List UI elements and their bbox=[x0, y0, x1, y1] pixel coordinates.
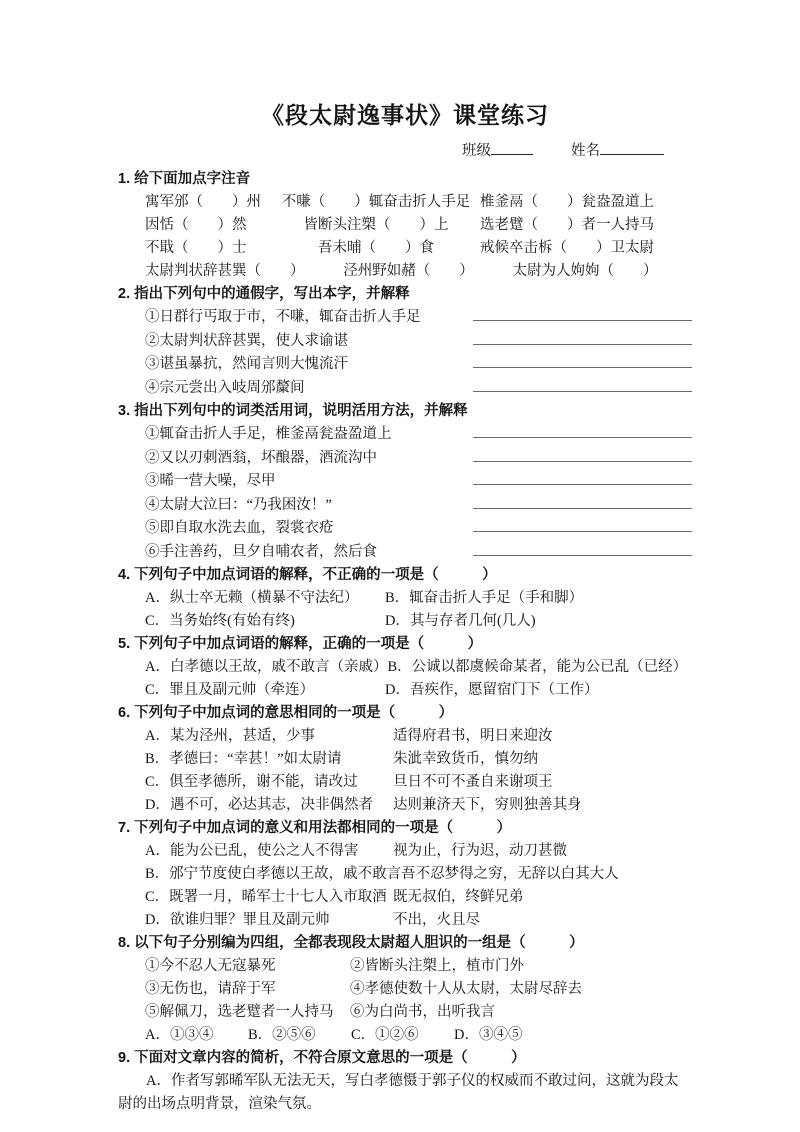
q3-item-text: ①辄奋击折人手足，椎釜鬲瓮盎盈道上 bbox=[145, 426, 392, 442]
answer-blank-line[interactable] bbox=[473, 353, 692, 368]
q6-option-row bbox=[118, 794, 692, 817]
q1-cell: 太尉为人姁姁（ ） bbox=[512, 263, 658, 279]
q9-option-a-text: A．作者写郭晞军队无法无天，写白孝德慑于郭子仪的权威而不敢过问，这就为段太尉的出场点明背景，渲染气氛。 bbox=[118, 1073, 679, 1112]
q1-cell: 太尉判状辞甚巽（ ） bbox=[145, 263, 305, 279]
q3-item bbox=[118, 423, 692, 447]
compare-sentence: 旦日不可不蚤自来谢项王 bbox=[393, 774, 553, 790]
name-blank-line[interactable] bbox=[600, 141, 664, 155]
q3-item-text: ②又以刃刺酒翁，坏酿器，酒流沟中 bbox=[145, 449, 377, 466]
question-7 bbox=[118, 817, 692, 932]
option-d: D．遇不可，必达其志，决非偶然者 bbox=[145, 797, 373, 813]
question-2 bbox=[118, 283, 692, 400]
q3-heading: 3. 指出下列句中的词类活用词，说明活用方法，并解释 bbox=[118, 403, 468, 419]
q6-heading: 6. 下列句子中加点词的意思相同的一项是（ ） bbox=[118, 705, 454, 721]
option-c: C．罪且及副元帅（牵连） bbox=[145, 682, 315, 698]
class-blank-line[interactable] bbox=[491, 141, 533, 155]
q6-option-row bbox=[118, 725, 692, 748]
option-b: B．孝德曰：“幸甚！”如太尉请 bbox=[145, 751, 342, 767]
q3-item bbox=[118, 494, 692, 518]
answer-blank-line[interactable] bbox=[473, 494, 692, 509]
q8-heading: 8. 以下句子分别编为四组，全都表现段太尉超人胆识的一组是（ ） bbox=[118, 935, 584, 951]
answer-blank-line[interactable] bbox=[473, 470, 692, 485]
class-label: 班级 bbox=[462, 143, 491, 159]
q8-sentence-row bbox=[118, 1001, 692, 1024]
q1-cell: 不嗛（ ）辄奋击折人手足 bbox=[281, 194, 471, 210]
question-3 bbox=[118, 400, 692, 564]
q2-item bbox=[118, 377, 692, 401]
compare-sentence: 吾不忍梦得之穷，无辞以白其大人 bbox=[401, 866, 619, 882]
option-b: B．辄奋击折人手足（手和脚） bbox=[385, 590, 584, 606]
question-8 bbox=[118, 932, 692, 1047]
q8-sentence-row bbox=[118, 978, 692, 1001]
sentence-3: ③无伤也，请辞于军 bbox=[145, 981, 276, 997]
option-c: C．既署一月，晞军士十七人入市取酒 bbox=[145, 889, 387, 905]
option-c: C．当务始终(有始有终) bbox=[145, 613, 295, 629]
answer-blank-line[interactable] bbox=[473, 330, 692, 345]
q3-item bbox=[118, 470, 692, 494]
option-a: A．某为泾州，甚适，少事 bbox=[145, 728, 315, 744]
option-a: A．纵士卒无赖（横暴不守法纪） bbox=[145, 590, 359, 606]
sentence-2: ②皆断头注槊上，植市门外 bbox=[350, 958, 524, 974]
compare-sentence: 视为止，行为迟，动刀甚微 bbox=[393, 843, 567, 859]
q2-heading: 2. 指出下列句中的通假字，写出本字，并解释 bbox=[118, 286, 410, 302]
q3-item-text: ③晞一营大噪，尽甲 bbox=[145, 473, 276, 489]
answer-d: D．③④⑤ bbox=[454, 1027, 523, 1043]
q6-option-row bbox=[118, 748, 692, 771]
option-d: D．吾疾作，愿留宿门下（工作） bbox=[385, 682, 599, 698]
answer-blank-line[interactable] bbox=[473, 447, 692, 462]
option-b: B．邠宁节度使白孝德以王故，戚不敢言 bbox=[145, 866, 402, 882]
q1-cell: 因恬（ ）然 bbox=[145, 217, 247, 233]
q2-item bbox=[118, 306, 692, 330]
q6-option-row bbox=[118, 771, 692, 794]
q7-heading: 7. 下列句子中加点词的意义和用法都相同的一项是（ ） bbox=[118, 820, 512, 836]
student-info-row bbox=[118, 140, 664, 162]
answer-c: C．①②⑥ bbox=[351, 1027, 419, 1043]
q2-item-text: ④宗元尝出入岐周邠斄间 bbox=[145, 379, 305, 396]
sentence-1: ①今不忍人无寇暴死 bbox=[145, 958, 276, 974]
q8-sentence-row bbox=[118, 955, 692, 978]
q8-answers-row bbox=[118, 1024, 692, 1047]
q1-row bbox=[118, 237, 692, 260]
option-b: B．公诚以都虞候命某者，能为公已乱（已经） bbox=[387, 659, 688, 675]
q1-cell: 椎釜鬲（ ）瓮盎盈道上 bbox=[480, 194, 654, 210]
question-4 bbox=[118, 564, 692, 633]
q1-cell: 吾未晡（ ）食 bbox=[318, 240, 434, 256]
compare-sentence: 达则兼济天下，穷则独善其身 bbox=[393, 797, 582, 813]
q1-heading: 1. 给下面加点字注音 bbox=[118, 171, 251, 187]
q3-item bbox=[118, 447, 692, 471]
q4-option-row bbox=[118, 587, 692, 610]
name-label: 姓名 bbox=[571, 143, 600, 159]
question-1 bbox=[118, 168, 692, 283]
q1-cell: 皆断头注槊（ ）上 bbox=[303, 217, 449, 233]
q1-cell: 寓军邠（ ）州 bbox=[145, 194, 261, 210]
q7-option-row bbox=[118, 909, 692, 932]
q1-cell: 泾州野如赭（ ） bbox=[343, 263, 474, 279]
q2-item-text: ②太尉判状辞甚巽，使人求谕谌 bbox=[145, 332, 348, 349]
compare-sentence: 朱泚幸致货币，慎勿纳 bbox=[393, 751, 538, 767]
q3-item bbox=[118, 517, 692, 541]
q1-cell: 戒候卒击柝（ ）卫太尉 bbox=[480, 240, 654, 256]
q2-item-text: ①日群行丐取于市，不嗛，辄奋击折人手足 bbox=[145, 309, 421, 325]
answer-blank-line[interactable] bbox=[473, 306, 692, 321]
q1-row bbox=[118, 191, 692, 214]
answer-a: A．①③④ bbox=[145, 1027, 214, 1043]
q2-item bbox=[118, 353, 692, 377]
q7-option-row bbox=[118, 886, 692, 909]
q4-option-row bbox=[118, 610, 692, 633]
option-d: D．其与存者几何(几人) bbox=[385, 613, 536, 629]
q3-item-text: ⑥手注善药，旦夕自哺农者，然后食 bbox=[145, 543, 377, 560]
q5-heading: 5. 下列句子中加点词语的解释，正确的一项是（ ） bbox=[118, 636, 483, 652]
answer-blank-line[interactable] bbox=[473, 541, 692, 556]
option-c: C．俱至孝德所，谢不能，请改过 bbox=[145, 774, 358, 790]
option-a: A．能为公已乱，使公之人不得害 bbox=[145, 843, 359, 859]
q3-item-text: ⑤即自取水洗去血，裂裳衣疮 bbox=[145, 520, 334, 536]
q1-cell: 选老躄（ ）者一人持马 bbox=[480, 217, 654, 233]
answer-blank-line[interactable] bbox=[473, 377, 692, 392]
question-5 bbox=[118, 633, 692, 702]
q7-option-row bbox=[118, 863, 692, 886]
sentence-4: ④孝德使数十人从太尉，太尉尽辞去 bbox=[350, 981, 582, 997]
compare-sentence: 适得府君书，明日来迎汝 bbox=[393, 728, 553, 744]
q1-row bbox=[118, 260, 692, 283]
option-a: A．白孝德以王故，戚不敢言（亲戚） bbox=[145, 659, 388, 675]
compare-sentence: 不出，火且尽 bbox=[393, 912, 480, 928]
q5-option-row bbox=[118, 656, 692, 679]
q7-option-row bbox=[118, 840, 692, 863]
q3-item bbox=[118, 541, 692, 565]
answer-b: B．②⑤⑥ bbox=[248, 1027, 316, 1043]
q1-row bbox=[118, 214, 692, 237]
q5-option-row bbox=[118, 679, 692, 702]
q9-heading: 9. 下面对文章内容的简析，不符合原文意思的一项是（ ） bbox=[118, 1050, 526, 1066]
question-6 bbox=[118, 702, 692, 817]
option-d: D．欲谁归罪？罪且及副元帅 bbox=[145, 912, 330, 928]
page-title: 《段太尉逸事状》课堂练习 bbox=[261, 102, 549, 128]
q4-heading: 4. 下列句子中加点词语的解释，不正确的一项是（ ） bbox=[118, 567, 497, 583]
question-9 bbox=[118, 1047, 692, 1116]
q2-item-text: ③谌虽暴抗，然闻言则大愧流汗 bbox=[145, 356, 348, 372]
answer-blank-line[interactable] bbox=[473, 517, 692, 532]
compare-sentence: 既无叔伯，终鲜兄弟 bbox=[393, 889, 524, 905]
sentence-6: ⑥为白尚书，出听我言 bbox=[350, 1004, 495, 1020]
answer-blank-line[interactable] bbox=[473, 423, 692, 438]
q3-item-text: ④太尉大泣曰：“乃我困汝！” bbox=[145, 496, 332, 513]
q1-cell: 不戢（ ）士 bbox=[145, 240, 247, 256]
sentence-5: ⑤解佩刀，选老躄者一人持马 bbox=[145, 1004, 334, 1020]
q2-item bbox=[118, 330, 692, 354]
